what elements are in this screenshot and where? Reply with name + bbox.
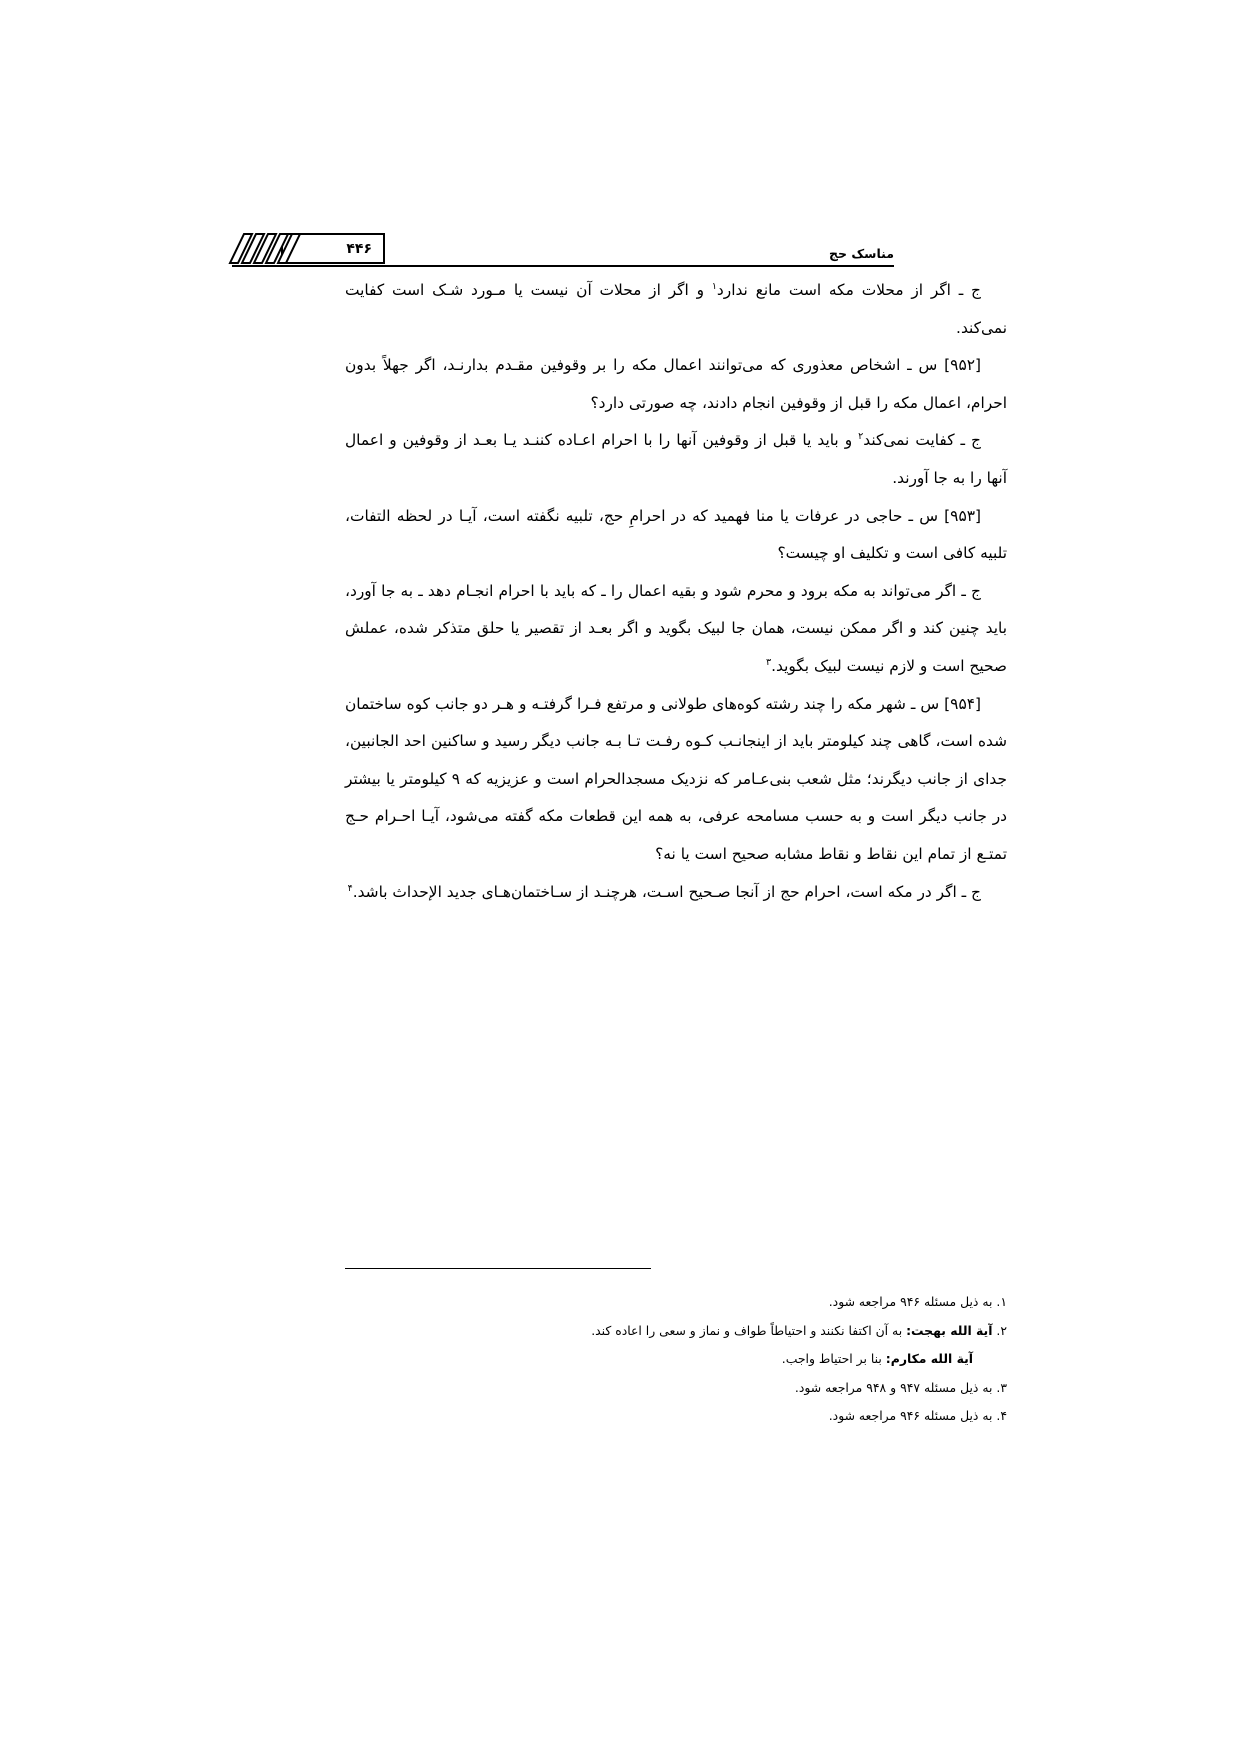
footnote-item-1 xyxy=(345,1288,1007,1317)
footnote-item-2 xyxy=(345,1317,1007,1346)
footnote-2b-text: بنا بر احتیاط واجب. xyxy=(781,1351,886,1367)
footnote-item-4 xyxy=(345,1402,1007,1431)
paragraph-answer-953 xyxy=(345,573,1007,686)
paragraph-question-952 xyxy=(345,347,1007,422)
question-953-text: [۹۵۳] س ـ حاجی در عرفات یا منا فهمید که در احرامِ حج، تلبیه نگفته است، آیـا در لحظه التفات، تلبیه کافی است و تکلیف او چیست؟ xyxy=(345,506,1007,563)
running-head-book-title: مناسک حج xyxy=(829,245,894,261)
question-952-text: [۹۵۲] س ـ اشخاص معذوری که می‌توانند اعمال مکه را بر وقوفین مقـدم بدارنـد، اگر جهلاً بدون احرام، اعمال مکه را قبل از وقوفین انجام دادند، چه صورتی دارد؟ xyxy=(345,356,1007,412)
page-number: ۴۴۶ xyxy=(346,241,372,257)
paragraph-question-953 xyxy=(345,498,1007,573)
footnote-2-text: به آن اکتفا نکنند و احتیاطاً طواف و نماز و سعی را اعاده کند. xyxy=(591,1322,907,1338)
answer-953-text-a: ج ـ اگر می‌تواند به مکه برود و محرم شود و بقیه اعمال را ـ که باید با احرام انجـام دهد ـ به جا آورد، باید چنین کند و اگر ممکن نیست، همان جا لبیک بگوید و اگر بعـد از تقصیر یا حلق متذکر شده، عملش صحیح است و لازم نیست لبیک بگوید. xyxy=(345,581,1007,675)
page-header xyxy=(232,225,894,267)
answer-951-text-b: و اگر از محلات آن نیست یا مـورد شـک است کفایت نمی‌کند. xyxy=(345,281,1007,337)
paragraph-answer-952 xyxy=(345,422,1007,497)
footnote-ref-3[interactable]: ۳ xyxy=(765,656,772,668)
folio-ornament xyxy=(226,232,386,266)
footnote-ref-2[interactable]: ۲ xyxy=(858,431,864,443)
answer-954-text-a: ج ـ اگر در مکه است، احرام حج از آنجا صـحیح اسـت، هرچنـد از سـاختمان‌هـای جدید الإحداث باشد. xyxy=(352,882,981,901)
page-body xyxy=(345,272,1007,911)
paragraph-answer-954 xyxy=(345,874,1007,912)
footnote-2-authority: آیة الله بهجت: xyxy=(906,1322,993,1338)
footnote-list xyxy=(345,1288,1007,1431)
answer-951-text-a: ج ـ اگر از محلات مکه است مانع ندارد xyxy=(716,281,981,299)
paragraph-question-954 xyxy=(345,686,1007,874)
footnote-2b-authority: آیة الله مکارم: xyxy=(885,1351,973,1367)
footnote-separator-rule xyxy=(345,1268,651,1269)
footnote-4-text: ۴. به ذیل مسئله ۹۴۶ مراجعه شود. xyxy=(828,1408,1007,1424)
answer-952-text-a: ج ـ کفایت نمی‌کند xyxy=(863,431,981,450)
answer-952-text-b: و باید یا قبل از وقوفین آنها را با احرام اعـاده کننـد یـا بعـد از وقوفین و اعمال آنها را به جا آورند. xyxy=(345,431,1007,487)
footnote-ref-1[interactable]: ۱ xyxy=(711,280,717,292)
footnote-1-text: ۱. به ذیل مسئله ۹۴۶ مراجعه شود. xyxy=(828,1294,1007,1309)
footnote-ref-4[interactable]: ۴ xyxy=(347,882,353,894)
footnote-item-2b xyxy=(345,1345,1007,1374)
paragraph-answer-951-cont xyxy=(345,272,1007,347)
footnote-3-text: ۳. به ذیل مسئله ۹۴۷ و ۹۴۸ مراجعه شود. xyxy=(794,1379,1007,1395)
footnote-item-3 xyxy=(345,1374,1007,1403)
question-954-text: [۹۵۴] س ـ شهر مکه را چند رشته کوه‌های طولانی و مرتفع فـرا گرفتـه و هـر دو جانب کوه ساختمان شده است، گاهی چند کیلومتر باید از اینجانـب کـوه رفـت تـا بـه جانب دیگر رسید و ساکنین احد الجانبین، جدای از جانب دیگرند؛ مثل شعب بنی‌عـامر که نزدیک مسجدالحرام است و عزیزیه که ۹ کیلومتر یا بیشتر در جانب دیگر است و به حسب مسامحه عرفی، به همه این قطعات مکه گفته می‌شود، آیـا احـرام حـج تمتـع از تمام این نقاط و نقاط مشابه صحیح است یا نه؟ xyxy=(345,694,1007,863)
footnote-2-marker: ۲. xyxy=(992,1322,1007,1338)
